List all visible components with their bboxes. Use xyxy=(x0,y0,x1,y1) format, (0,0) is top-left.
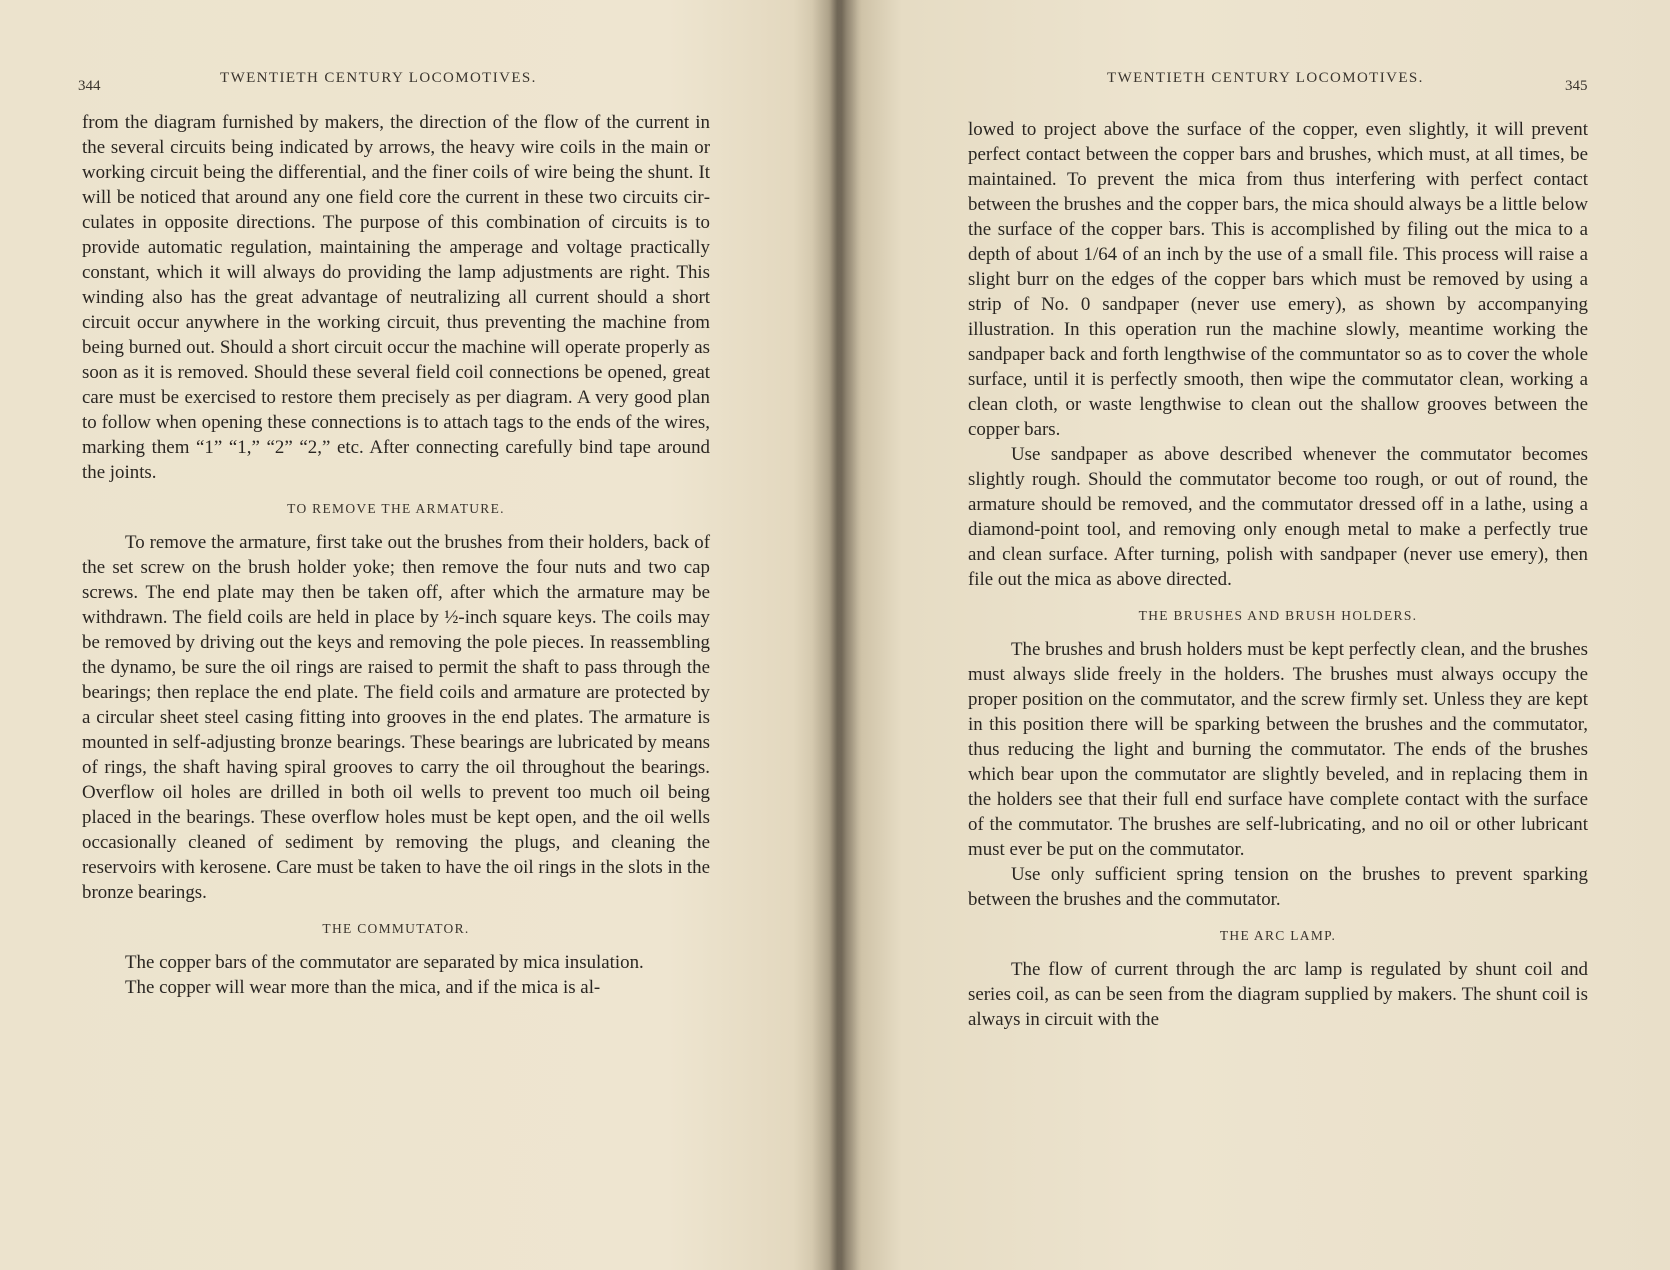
right-text-block xyxy=(968,117,1588,1032)
paragraph: The copper bars of the commutator are separated by mica insulation. xyxy=(125,952,644,973)
paragraph: The flow of current through the arc lamp is regulated by shunt coil and series coil, as can be seen from the diagram supplied by makers. The shunt coil is always in circuit with the xyxy=(968,959,1588,1030)
paragraph: Use only sufficient spring tension on the brushes to prevent sparking between the brushes and the commutator. xyxy=(968,864,1588,910)
left-page xyxy=(0,0,830,1270)
right-page xyxy=(845,0,1670,1270)
page-number: 344 xyxy=(78,78,101,94)
running-head: TWENTIETH CENTURY LOCOMOTIVES. xyxy=(220,70,537,86)
paragraph: The brushes and brush holders must be kept perfectly clean, and the brushes must always slide freely in the holders. The brushes must always occupy the proper position on the commutator, and the screw firmly set. Unless they are kept in this position there will be sparking between the brushes and the commutator, thus reducing the light and burning the commutator. The ends of the brushes which bear upon the commutator are slightly beveled, and in replacing them in the holders see that their full end surface have complete contact with the surface of the commutator. The brushes are self-lubricating, and no oil or other lubricant must ever be put on the commutator. xyxy=(968,639,1588,860)
section-heading-arc-lamp: THE ARC LAMP. xyxy=(1219,928,1337,943)
section-heading-commutator: THE COMMUTATOR. xyxy=(322,921,470,936)
paragraph: To remove the armature, first take out the brushes from their holders, back of the set screw on the brush holder yoke; then remove the four nuts and two cap screws. The end plate may then be taken off, after which the armature may be withdrawn. The field coils are held in place by ½-inch square keys. The coils may be removed by driving out the keys and removing the pole pieces. In reassembling the dynamo, be sure the oil rings are raised to permit the shaft to pass through the bearings; then replace the end plate. The field coils and armature are protected by a circular sheet steel casing fitting into grooves in the end plates. The armature is mounted in self-adjusting bronze bearings. These bearings are lubricated by means of rings, the shaft having spiral grooves to carry the oil throughout the bearings. Overflow oil holes are drilled in both oil wells to prevent too much oil being placed in the bearings. These overflow holes must be kept open, and the oil wells occasionally cleaned of sediment by removing the plugs, and cleaning the reservoirs with kerosene. Care must be taken to have the oil rings in the slots in the bronze bearings. xyxy=(82,532,710,903)
running-head: TWENTIETH CENTURY LOCOMOTIVES. xyxy=(1107,70,1424,86)
paragraph: lowed to project above the surface of the copper, even slightly, it will prevent perfect contact between the copper bars and brushes, which must, at all times, be maintained. To prevent the mica from thus interfering with perfect contact between the brushes and the copper bars, the mica should always be a little below the surface of the copper bars. This is accomplished by filing out the mica to a depth of about 1/64 of an inch by the use of a small file. This process will raise a slight burr on the edges of the copper bars which must be removed by using a strip of No. 0 sandpaper (never use emery), as shown by accompanying illustration. In this operation run the machine slowly, meantime working the sandpaper back and forth lengthwise of the communtator so as to cover the whole surface, until it is perfectly smooth, then wipe the commutator clean, working a clean cloth, or waste lengthwise to clean out the shallow grooves between the copper bars. xyxy=(968,119,1588,440)
section-heading-armature: TO REMOVE THE ARMATURE. xyxy=(287,501,505,516)
section-heading-brushes: THE BRUSHES AND BRUSH HOLDERS. xyxy=(1138,608,1418,623)
page-number: 345 xyxy=(1565,78,1588,94)
paragraph: Use sandpaper as above described whenever the commutator becomes slightly rough. Should the commutator become too rough, or out of round, the armature should be removed, and the commutator dressed off in a lathe, using a diamond-point tool, and removing only enough metal to make a perfectly true and clean surface. After turning, polish with sandpaper (never use emery), then file out the mica as above directed. xyxy=(968,444,1588,590)
paragraph: The copper will wear more than the mica, and if the mica is al- xyxy=(125,977,601,998)
left-text-block xyxy=(82,110,710,1000)
paragraph: from the diagram furnished by makers, the direction of the flow of the current in the several circuits being indicated by arrows, the heavy wire coils in the main or working circuit being the differential, and the finer coils of wire being the shunt. It will be noticed that around any one field core the current in these two circuits circulates in opposite directions. The purpose of this combination of circuits is to provide automatic regulation, maintaining the amperage and voltage practically constant, which it will always do providing the lamp adjustments are right. This winding also has the great advantage of neutralizing all current should a short circuit occur anywhere in the working circuit, thus preventing the machine from being burned out. Should a short circuit occur the machine will operate properly as soon as it is removed. Should these several field coil connections be opened, great care must be exercised to restore them precisely as per diagram. A very good plan to follow when opening these connections is to attach tags to the ends of the wires, marking them “1” “1,” “2” “2,” etc. After connecting carefully bind tape around the joints. xyxy=(82,112,710,483)
